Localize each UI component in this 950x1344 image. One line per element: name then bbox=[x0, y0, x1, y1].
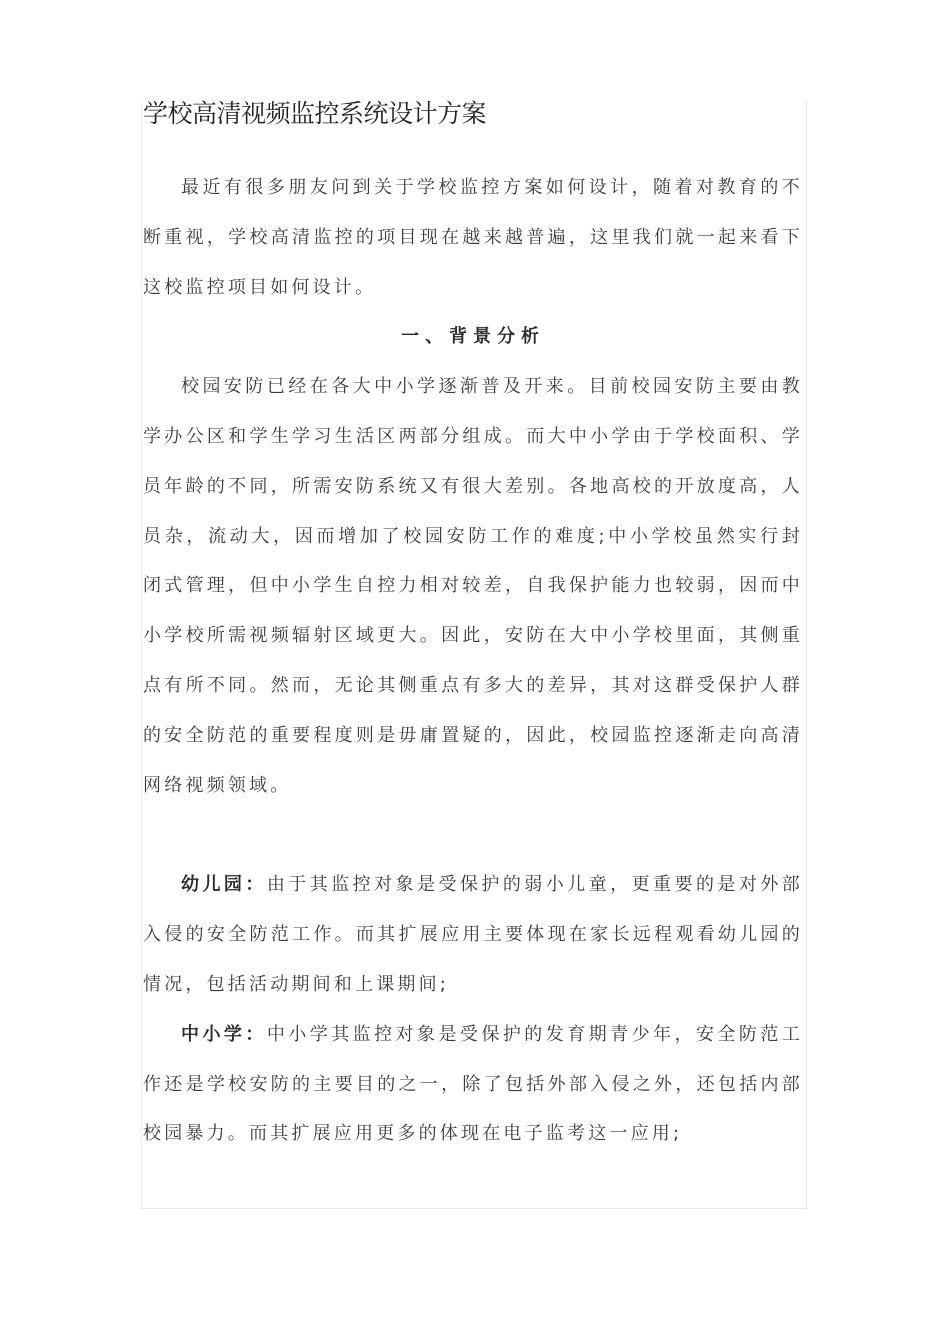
middle-school-label: 中小学： bbox=[181, 1023, 267, 1045]
kindergarten-paragraph bbox=[143, 860, 803, 1009]
middle-school-paragraph bbox=[143, 1010, 803, 1159]
document-title: 学校高清视频监控系统设计方案 bbox=[143, 99, 487, 128]
kindergarten-text: 由于其监控对象是受保护的弱小儿童，更重要的是对外部入侵的安全防范工作。而其扩展应用主要体现在家长远程观看幼儿园的情况，包括活动期间和上课期间; bbox=[143, 874, 803, 995]
background-paragraph: 校园安防已经在各大中小学逐渐普及开来。目前校园安防主要由教学办公区和学生学习生活区两部分组成。而大中小学由于学校面积、学员年龄的不同，所需安防系统又有很大差别。各地高校的开放度高，人员杂，流动大，因而增加了校园安防工作的难度;中小学校虽然实行封闭式管理，但中小学生自控力相对较差，自我保护能力也较弱，因而中小学校所需视频辐射区域更大。因此，安防在大中小学校里面，其侧重点有所不同。然而，无论其侧重点有多大的差异，其对这群受保护人群的安全防范的重要程度则是毋庸置疑的，因此，校园监控逐渐走向高清网络视频领域。 bbox=[143, 376, 803, 796]
section-heading-background: 一、背景分析 bbox=[401, 326, 545, 348]
middle-school-text: 中小学其监控对象是受保护的发育期青少年，安全防范工作还是学校安防的主要目的之一，除了包括外部入侵之外，还包括内部校园暴力。而其扩展应用更多的体现在电子监考这一应用; bbox=[143, 1023, 803, 1145]
document-body bbox=[143, 163, 803, 1159]
kindergarten-label: 幼儿园： bbox=[181, 874, 267, 896]
paragraph-spacer bbox=[143, 810, 803, 860]
intro-paragraph: 最近有很多朋友问到关于学校监控方案如何设计，随着对教育的不断重视，学校高清监控的项目现在越来越普遍，这里我们就一起来看下这校监控项目如何设计。 bbox=[143, 177, 803, 298]
